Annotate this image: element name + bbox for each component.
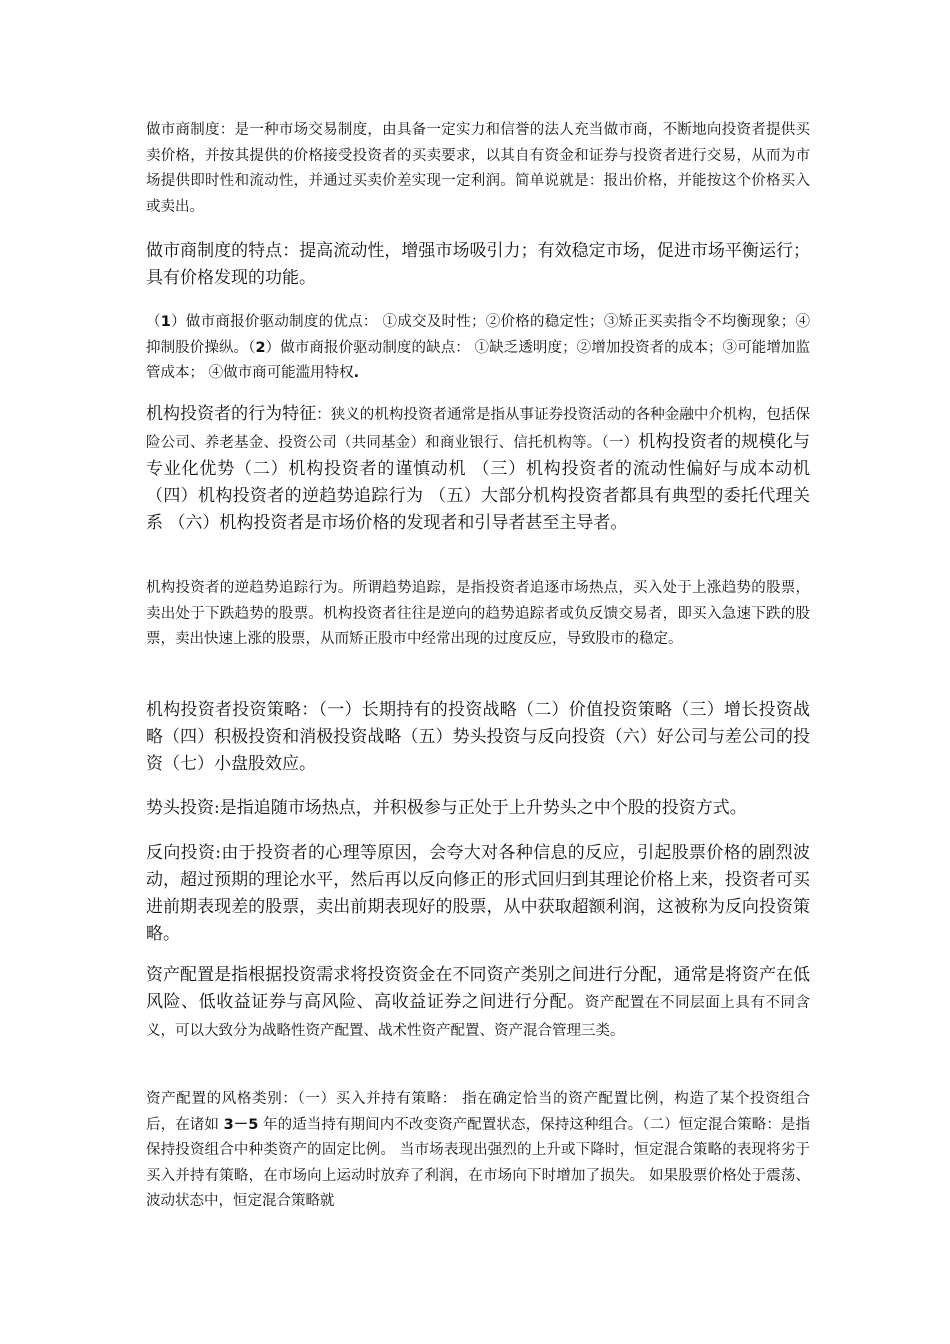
item-number: 2 (255, 339, 266, 356)
item-number: 1 (160, 314, 171, 330)
paragraph-asset-allocation (146, 962, 810, 1044)
text-segment: 资产配置是指根据投资需求将投资资金在不同资产类别之间进行分配，通常是将资产在低风险、低收益证券与高风险、高收益证券之间进行分配。 (146, 965, 810, 1012)
paragraph-allocation-styles (146, 1087, 810, 1215)
text-segment: （ (146, 314, 161, 330)
paragraph-market-maker-features: 做市商制度的特点：提高流动性，增强市场吸引力；有效稳定市场，促进市场平衡运行；具有价格发现的功能。 (146, 241, 810, 288)
paragraph-counter-trend: 机构投资者的逆趋势追踪行为。所谓趋势追踪，是指投资者追逐市场热点，买入处于上涨趋势的股票，卖出处于下跌趋势的股票。机构投资者往往是逆向的趋势追踪者或负反馈交易者，即买入急速下跌的股票，卖出快速上涨的股票，从而矫正股市中经常出现的过度反应，导致股市的稳定。 (146, 580, 810, 647)
paragraph-institutional-behavior (146, 401, 810, 537)
text-segment: ）做市商报价驱动制度的缺点： ①缺乏透明度；②增加投资者的成本；③可能增加监管成本； ④做市商可能滥用特权 (146, 339, 810, 381)
text-segment: ）做市商报价驱动制度的优点： ①成交及时性；②价格的稳定性；③矫正买卖指令不均衡现象；④抑制股价操纵。（ (146, 314, 811, 356)
paragraph-investment-strategies: 机构投资者投资策略：（一）长期持有的投资战略（二）价值投资策略（三）增长投资战略（四）积极投资和消极投资战略（五）势头投资与反向投资（六）好公司与差公司的投资（七）小盘股效应。 (146, 700, 810, 774)
paragraph-momentum-investing: 势头投资:是指追随市场热点，并积极参与正处于上升势头之中个股的投资方式。 (146, 798, 747, 818)
text-segment: ：狭义的机构投资者通常是指从事证券投资活动的各种金融中介机构，包括保险公司、养老基金、投资公司（共同基金）和商业银行、信托机构等。（一） (146, 407, 810, 451)
text-segment: 资产配置的风格类别：（一）买入并持有策略： 指在确定恰当的资产配置比例，构造了某个投资组合后，在诸如 (146, 1091, 810, 1133)
text-segment: 机构投资者的规模化与专业化优势（二）机构投资者的谨慎动机 （三）机构投资者的流动性偏好与成本动机（四）机构投资者的逆趋势追踪行为 （五）大部分机构投资者都具有典型的委托代理关系 （六）机构投资者是市场价格的发现者和引导者甚至主导者。 (146, 431, 811, 533)
text-period: . (353, 365, 360, 381)
paragraph-lead: 机构投资者的行为特征 (146, 404, 317, 424)
paragraph-contrarian-investing: 反向投资:由于投资者的心理等原因，会夸大对各种信息的反应，引起股票价格的剧烈波动，超过预期的理论水平，然后再以反向修正的形式回归到其理论价格上来，投资者可买进前期表现差的股票，卖出前期表现好的股票，从中获取超额利润，这被称为反向投资策略。 (146, 843, 810, 944)
paragraph-market-maker-definition: 做市商制度：是一种市场交易制度，由具备一定实力和信誉的法人充当做市商，不断地向投资者提供买卖价格，并按其提供的价格接受投资者的买卖要求，以其自有资金和证券与投资者进行交易，从而为市场提供即时性和流动性，并通过买卖价差实现一定利润。简单说就是：报出价格，并能按这个价格买入或卖出。 (146, 122, 810, 215)
year-range: 3－5 (223, 1116, 259, 1133)
paragraph-quote-driven-pros-cons (146, 310, 810, 387)
text-segment: 资产配置在不同层面上具有不同含义，可以大致分为战略性资产配置、战术性资产配置、资产混合管理三类。 (146, 995, 810, 1039)
text-segment: 年的适当持有期间内不改变资产配置状态，保持这种组合。（二）恒定混合策略：是指保持投资组合中种类资产的固定比例。 当市场表现出强烈的上升或下降时，恒定混合策略的表现将劣于买入并持有策略，在市场向上运动时放弃了利润，在市场向下时增加了损失。 如果股票价格处于震荡、波动状态中，恒定混合策略就 (146, 1116, 811, 1209)
